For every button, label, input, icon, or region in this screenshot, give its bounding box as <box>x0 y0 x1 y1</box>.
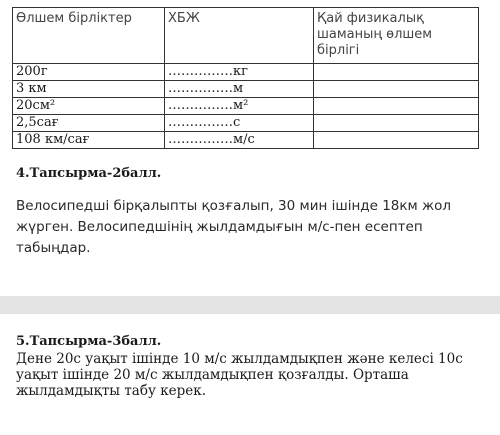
task4-title: 4.Тапсырма-2балл. <box>16 166 162 181</box>
row-value: 108 км/сағ <box>13 132 165 149</box>
row-answer-blank: ……………м² <box>165 98 314 115</box>
row-quantity-blank <box>314 64 479 81</box>
header-units: Өлшем бірліктер <box>13 8 165 64</box>
task5-text: Дене 20с уақыт ішінде 10 м/с жылдамдықпен және келесі 10с уақыт ішінде 20 м/с жылдамдықпен қозғалды. Орташа жылдамдықты табу керек. <box>16 351 463 399</box>
units-table <box>12 7 479 149</box>
row-quantity-blank <box>314 81 479 98</box>
row-value: 2,5сағ <box>13 115 165 132</box>
table-row <box>13 98 479 115</box>
row-quantity-blank <box>314 115 479 132</box>
row-value: 20см² <box>13 98 165 115</box>
task5-title: 5.Тапсырма-3балл. <box>16 334 162 349</box>
task4-text: Велосипедші бірқалыпты қозғалып, 30 мин ішінде 18км жол жүрген. Велосипедшінің жылдамдығын м/с-пен есептеп табыңдар. <box>16 198 452 256</box>
row-value: 3 км <box>13 81 165 98</box>
row-answer-blank: ……………м <box>165 81 314 98</box>
row-quantity-blank <box>314 98 479 115</box>
page-separator <box>0 296 500 314</box>
row-answer-blank: ……………с <box>165 115 314 132</box>
page-bottom <box>0 314 500 435</box>
table-header-row <box>13 8 479 64</box>
table-row <box>13 64 479 81</box>
row-answer-blank: ……………м/с <box>165 132 314 149</box>
table-row <box>13 132 479 149</box>
row-answer-blank: ……………кг <box>165 64 314 81</box>
row-quantity-blank <box>314 132 479 149</box>
table-row <box>13 115 479 132</box>
row-value: 200г <box>13 64 165 81</box>
header-quantity: Қай физикалық шаманың өлшем бірлігі <box>314 8 479 64</box>
table-row <box>13 81 479 98</box>
header-si: ХБЖ <box>165 8 314 64</box>
